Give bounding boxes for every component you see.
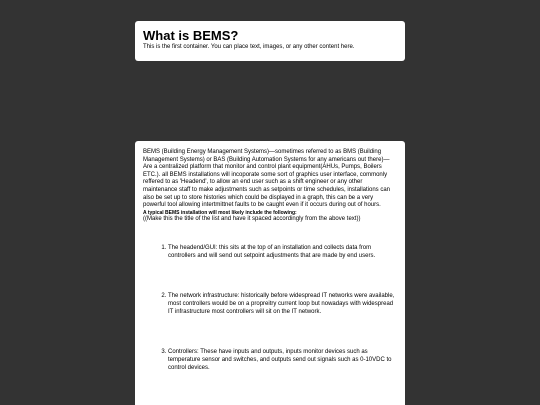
list-item-controllers: 3. Controllers: These have inputs and outputs, inputs monitor devices such as temperature sensor and switches, and outputs send out signals such as 0-10VDC to control devices. <box>168 348 397 372</box>
intro-container <box>135 21 405 61</box>
bems-content-container <box>135 141 405 405</box>
list-heading: A typical BEMS installation will most likely include the following: <box>143 209 297 216</box>
intro-paragraph: BEMS (Building Energy Management Systems)—sometimes referred to as BMS (Building Management Systems) or BAS (Building Automation Systems for any americans out there)— Are a centralized platform that monitor and control plant equipment(AHUs, Pumps, Boilers ETC.). all BEMS installations will incoporate some sort of graphics user interface, commonly reffered to as 'Headend', to allow an end user such as a shift engineer or any other maintenance staff to make adjustments such as setpoints or time schedules, installations can also be set up to store histories which could be displayed in a graph, this can be a very powerful tool allowing intertmittnet faults to be caught even if it occurs during out of hours. <box>143 149 391 209</box>
list-item-network: 2. The network infrastructure: historically before widespread IT networks were available, most controllers would be on a propreitry current loop but nowadays with widespread IT infrastructure most controllers will sit on the IT network. <box>168 292 397 316</box>
page-title: What is BEMS? <box>143 28 239 43</box>
container-description: This is the first container. You can place text, images, or any other content here. <box>143 44 355 50</box>
list-item-headend: 1. The headend/GUI: this sits at the top of an installation and collects data from controllers and will send out setpoint adjustments that are made by end users. <box>168 244 397 260</box>
components-list <box>143 244 397 372</box>
list-note: ((Make this the title of the list and have it spaced accordingly from the above text)) <box>143 215 361 222</box>
